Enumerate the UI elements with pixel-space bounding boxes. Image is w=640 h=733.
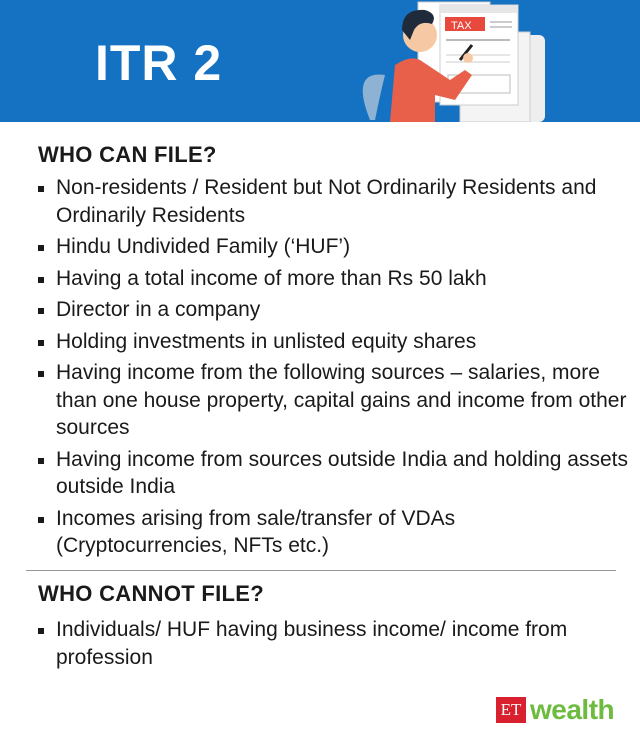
wealth-logo-text: wealth bbox=[530, 694, 615, 725]
section-divider bbox=[26, 570, 616, 571]
who-can-file-heading: WHO CAN FILE? bbox=[38, 142, 217, 167]
et-logo-mark: ET bbox=[496, 697, 526, 723]
et-wealth-logo bbox=[496, 694, 614, 726]
list-item: Having income from the following sources – salaries, more than one house property, capital gains and income from other sources bbox=[38, 359, 628, 442]
header-banner bbox=[0, 0, 640, 122]
who-cannot-file-heading: WHO CANNOT FILE? bbox=[38, 581, 264, 606]
who-can-file-list bbox=[38, 174, 628, 564]
list-item: Holding investments in unlisted equity shares bbox=[38, 328, 628, 356]
list-item: Having income from sources outside India and holding assets outside India bbox=[38, 446, 628, 501]
list-item: Incomes arising from sale/transfer of VDAs (Cryptocurrencies, NFTs etc.) bbox=[38, 505, 628, 560]
list-item: Director in a company bbox=[38, 296, 628, 324]
list-item: Non-residents / Resident but Not Ordinarily Residents and Ordinarily Residents bbox=[38, 174, 628, 229]
list-item: Individuals/ HUF having business income/ income from profession bbox=[38, 616, 628, 671]
svg-text:TAX: TAX bbox=[451, 20, 472, 32]
man-filing-tax-illustration bbox=[340, 0, 640, 122]
page-title: ITR 2 bbox=[95, 35, 223, 91]
who-cannot-file-list bbox=[38, 616, 628, 675]
list-item: Having a total income of more than Rs 50 lakh bbox=[38, 265, 628, 293]
list-item: Hindu Undivided Family (‘HUF’) bbox=[38, 233, 628, 261]
